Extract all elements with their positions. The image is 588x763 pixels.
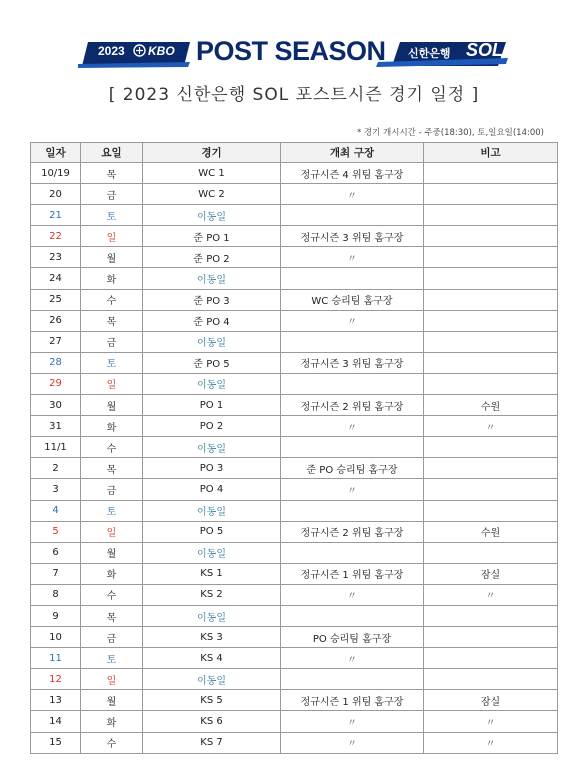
cell-note bbox=[424, 268, 558, 289]
cell-venue: 〃 bbox=[281, 732, 424, 753]
table-row bbox=[31, 163, 558, 184]
cell-venue bbox=[281, 669, 424, 690]
cell-venue: 〃 bbox=[281, 648, 424, 669]
cell-day: 금 bbox=[81, 627, 143, 648]
cell-venue: 정규시즌 2 위팀 홈구장 bbox=[281, 521, 424, 542]
cell-date: 4 bbox=[31, 500, 81, 521]
table-row bbox=[31, 500, 558, 521]
banner-year: 2023 bbox=[98, 44, 125, 58]
cell-date: 10/19 bbox=[31, 163, 81, 184]
cell-note bbox=[424, 331, 558, 352]
cell-day: 일 bbox=[81, 373, 143, 394]
cell-date: 28 bbox=[31, 352, 81, 373]
cell-day: 토 bbox=[81, 500, 143, 521]
cell-game: KS 7 bbox=[143, 732, 281, 753]
cell-date: 27 bbox=[31, 331, 81, 352]
cell-note bbox=[424, 310, 558, 331]
cell-note bbox=[424, 605, 558, 626]
cell-day: 화 bbox=[81, 711, 143, 732]
cell-game: 준 PO 1 bbox=[143, 226, 281, 247]
table-row bbox=[31, 205, 558, 226]
cell-venue: 〃 bbox=[281, 310, 424, 331]
cell-game: KS 3 bbox=[143, 627, 281, 648]
cell-venue bbox=[281, 205, 424, 226]
cell-note: 수원 bbox=[424, 521, 558, 542]
table-row bbox=[31, 226, 558, 247]
cell-game: 이동일 bbox=[143, 373, 281, 394]
cell-day: 일 bbox=[81, 521, 143, 542]
table-row bbox=[31, 648, 558, 669]
cell-day: 목 bbox=[81, 605, 143, 626]
cell-day: 토 bbox=[81, 352, 143, 373]
cell-note bbox=[424, 542, 558, 563]
cell-note bbox=[424, 289, 558, 310]
banner-kbo: KBO bbox=[148, 44, 175, 58]
cell-venue: 〃 bbox=[281, 479, 424, 500]
cell-game: PO 1 bbox=[143, 395, 281, 416]
cell-venue: 〃 bbox=[281, 247, 424, 268]
cell-game: 이동일 bbox=[143, 500, 281, 521]
cell-venue: 정규시즌 1 위팀 홈구장 bbox=[281, 690, 424, 711]
cell-date: 12 bbox=[31, 669, 81, 690]
cell-date: 22 bbox=[31, 226, 81, 247]
table-row bbox=[31, 437, 558, 458]
cell-date: 11 bbox=[31, 648, 81, 669]
cell-day: 일 bbox=[81, 669, 143, 690]
table-row bbox=[31, 416, 558, 437]
cell-day: 금 bbox=[81, 184, 143, 205]
header-game: 경기 bbox=[143, 143, 281, 163]
table-row bbox=[31, 521, 558, 542]
cell-day: 월 bbox=[81, 690, 143, 711]
cell-venue: 준 PO 승리팀 홈구장 bbox=[281, 458, 424, 479]
table-row bbox=[31, 268, 558, 289]
cell-note bbox=[424, 458, 558, 479]
cell-note: 〃 bbox=[424, 416, 558, 437]
cell-note bbox=[424, 226, 558, 247]
cell-game: 이동일 bbox=[143, 669, 281, 690]
cell-game: PO 3 bbox=[143, 458, 281, 479]
cell-date: 10 bbox=[31, 627, 81, 648]
cell-note bbox=[424, 247, 558, 268]
cell-game: 준 PO 5 bbox=[143, 352, 281, 373]
cell-venue bbox=[281, 437, 424, 458]
table-row bbox=[31, 669, 558, 690]
cell-day: 월 bbox=[81, 395, 143, 416]
cell-game: 이동일 bbox=[143, 331, 281, 352]
cell-game: PO 2 bbox=[143, 416, 281, 437]
cell-note bbox=[424, 648, 558, 669]
cell-venue: 〃 bbox=[281, 584, 424, 605]
cell-date: 25 bbox=[31, 289, 81, 310]
cell-game: 준 PO 2 bbox=[143, 247, 281, 268]
cell-date: 7 bbox=[31, 563, 81, 584]
banner-title: POST SEASON bbox=[196, 36, 386, 66]
cell-note bbox=[424, 373, 558, 394]
cell-venue: PO 승리팀 홈구장 bbox=[281, 627, 424, 648]
header-note: 비고 bbox=[424, 143, 558, 163]
table-row bbox=[31, 352, 558, 373]
table-row bbox=[31, 373, 558, 394]
cell-venue bbox=[281, 268, 424, 289]
cell-day: 월 bbox=[81, 247, 143, 268]
cell-game: KS 2 bbox=[143, 584, 281, 605]
cell-date: 13 bbox=[31, 690, 81, 711]
table-row bbox=[31, 584, 558, 605]
cell-date: 5 bbox=[31, 521, 81, 542]
cell-note bbox=[424, 479, 558, 500]
table-row bbox=[31, 395, 558, 416]
cell-note bbox=[424, 163, 558, 184]
cell-day: 수 bbox=[81, 289, 143, 310]
cell-day: 일 bbox=[81, 226, 143, 247]
table-row bbox=[31, 289, 558, 310]
cell-venue: 정규시즌 3 위팀 홈구장 bbox=[281, 226, 424, 247]
cell-game: PO 4 bbox=[143, 479, 281, 500]
cell-date: 15 bbox=[31, 732, 81, 753]
cell-note bbox=[424, 437, 558, 458]
cell-note bbox=[424, 500, 558, 521]
cell-date: 31 bbox=[31, 416, 81, 437]
cell-game: PO 5 bbox=[143, 521, 281, 542]
cell-date: 11/1 bbox=[31, 437, 81, 458]
cell-game: 준 PO 4 bbox=[143, 310, 281, 331]
table-row bbox=[31, 605, 558, 626]
cell-day: 수 bbox=[81, 437, 143, 458]
cell-day: 목 bbox=[81, 310, 143, 331]
header-venue: 개최 구장 bbox=[281, 143, 424, 163]
cell-date: 3 bbox=[31, 479, 81, 500]
cell-day: 화 bbox=[81, 268, 143, 289]
cell-venue bbox=[281, 605, 424, 626]
table-row bbox=[31, 479, 558, 500]
cell-day: 월 bbox=[81, 542, 143, 563]
table-row bbox=[31, 542, 558, 563]
cell-venue: 〃 bbox=[281, 184, 424, 205]
cell-day: 금 bbox=[81, 479, 143, 500]
header-day: 요일 bbox=[81, 143, 143, 163]
cell-game: KS 5 bbox=[143, 690, 281, 711]
table-row bbox=[31, 184, 558, 205]
cell-day: 목 bbox=[81, 163, 143, 184]
cell-venue: 정규시즌 1 위팀 홈구장 bbox=[281, 563, 424, 584]
cell-venue: 정규시즌 2 위팀 홈구장 bbox=[281, 395, 424, 416]
cell-date: 29 bbox=[31, 373, 81, 394]
cell-note: 잠실 bbox=[424, 563, 558, 584]
cell-date: 9 bbox=[31, 605, 81, 626]
schedule-body bbox=[31, 163, 558, 754]
cell-game: KS 4 bbox=[143, 648, 281, 669]
cell-day: 수 bbox=[81, 584, 143, 605]
cell-day: 화 bbox=[81, 563, 143, 584]
cell-day: 수 bbox=[81, 732, 143, 753]
cell-note: 〃 bbox=[424, 584, 558, 605]
table-row bbox=[31, 563, 558, 584]
cell-day: 토 bbox=[81, 205, 143, 226]
cell-date: 30 bbox=[31, 395, 81, 416]
cell-game: KS 6 bbox=[143, 711, 281, 732]
cell-venue: 정규시즌 3 위팀 홈구장 bbox=[281, 352, 424, 373]
table-row bbox=[31, 310, 558, 331]
cell-note bbox=[424, 669, 558, 690]
schedule-table bbox=[30, 142, 558, 754]
cell-note: 수원 bbox=[424, 395, 558, 416]
cell-game: 이동일 bbox=[143, 542, 281, 563]
cell-venue: 〃 bbox=[281, 416, 424, 437]
cell-game: 이동일 bbox=[143, 268, 281, 289]
cell-venue bbox=[281, 500, 424, 521]
cell-game: KS 1 bbox=[143, 563, 281, 584]
cell-game: 준 PO 3 bbox=[143, 289, 281, 310]
cell-date: 2 bbox=[31, 458, 81, 479]
cell-date: 14 bbox=[31, 711, 81, 732]
cell-game: WC 1 bbox=[143, 163, 281, 184]
table-row bbox=[31, 732, 558, 753]
cell-date: 8 bbox=[31, 584, 81, 605]
cell-venue bbox=[281, 373, 424, 394]
cell-venue bbox=[281, 542, 424, 563]
cell-day: 금 bbox=[81, 331, 143, 352]
table-row bbox=[31, 690, 558, 711]
cell-date: 24 bbox=[31, 268, 81, 289]
cell-day: 토 bbox=[81, 648, 143, 669]
cell-day: 목 bbox=[81, 458, 143, 479]
cell-day: 화 bbox=[81, 416, 143, 437]
cell-venue bbox=[281, 331, 424, 352]
table-row bbox=[31, 331, 558, 352]
cell-note bbox=[424, 184, 558, 205]
cell-game: 이동일 bbox=[143, 205, 281, 226]
cell-venue: WC 승리팀 홈구장 bbox=[281, 289, 424, 310]
table-row bbox=[31, 247, 558, 268]
cell-venue: 〃 bbox=[281, 711, 424, 732]
header-date: 일자 bbox=[31, 143, 81, 163]
banner-sponsor: 신한은행 bbox=[408, 47, 451, 60]
table-row bbox=[31, 458, 558, 479]
cell-date: 6 bbox=[31, 542, 81, 563]
table-row bbox=[31, 627, 558, 648]
post-season-banner bbox=[78, 36, 508, 70]
kbo-logo-icon bbox=[133, 44, 146, 57]
page-title: [ 2023 신한은행 SOL 포스트시즌 경기 일정 ] bbox=[108, 85, 480, 105]
cell-note: 잠실 bbox=[424, 690, 558, 711]
cell-game: 이동일 bbox=[143, 605, 281, 626]
cell-note bbox=[424, 627, 558, 648]
banner-sol-logo: SOL bbox=[466, 40, 504, 60]
cell-note bbox=[424, 352, 558, 373]
cell-note bbox=[424, 205, 558, 226]
table-row bbox=[31, 711, 558, 732]
table-header-row bbox=[31, 143, 558, 163]
cell-game: 이동일 bbox=[143, 437, 281, 458]
cell-date: 21 bbox=[31, 205, 81, 226]
cell-venue: 정규시즌 4 위팀 홈구장 bbox=[281, 163, 424, 184]
cell-date: 20 bbox=[31, 184, 81, 205]
cell-note: 〃 bbox=[424, 732, 558, 753]
cell-date: 26 bbox=[31, 310, 81, 331]
cell-note: 〃 bbox=[424, 711, 558, 732]
cell-game: WC 2 bbox=[143, 184, 281, 205]
cell-date: 23 bbox=[31, 247, 81, 268]
game-time-note: * 경기 개시시간 - 주중(18:30), 토,일요일(14:00) bbox=[356, 128, 544, 138]
